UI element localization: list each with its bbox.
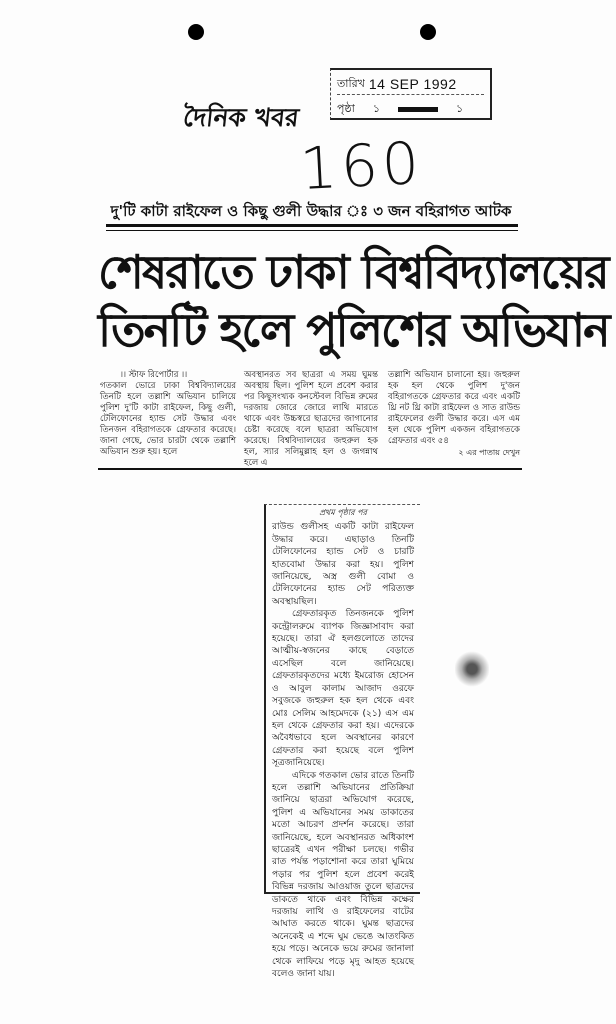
column-text: গতকাল ভোরে ঢাকা বিশ্ববিদ্যালয়ের তিনটি হলে তল্লাশি অভিযান চালিয়ে পুলিশ দু'টি কাটা রাইফেল, কিছু গুলী, টেলিফোনের হ্যান্ড সেট উদ্ধার এবং তিনজন বহিরাগতকে গ্রেফতার করেছে। জানা গেছে, ভোর চারটা থেকে তল্লাশি অভিযান শুরু হয়। হলে (100, 381, 236, 457)
article-column-3 (388, 370, 520, 458)
punch-hole (420, 24, 436, 40)
paragraph: রাউন্ড গুলীসহ একটি কাটা রাইফেল উদ্ধার করে। এছাড়াও তিনটি টেলিফোনের হ্যান্ড সেট ও চারটি হাতবোমা উদ্ধার করা হয়। পুলিশ জানিয়েছে, অস্ত্র গুলী বোমা ও টেলিফোনের হ্যান্ড সেট পরিত্যক্ত অবস্থায়ছিল। (272, 522, 414, 607)
punch-hole (188, 24, 204, 40)
subheadline: দু'টি কাটা রাইফেল ও কিছু গুলী উদ্ধার ঃ ৩ জন বহিরাগত আটক (110, 202, 512, 220)
column-value: ১ (455, 101, 464, 115)
column-text: তল্লাশি অভিযান চালানো হয়। জহুরুল হক হল থেকে পুলিশ দু'জন বহিরাগতকে গ্রেফতার করে এবং একটি থ্রি নট থ্রি কাটা রাইফেল ও সাত রাউন্ড রাইফেলের গুলী উদ্ধার করে। এস এম হল থেকে পুলিশ একজন বহিরাগতকে গ্রেফতার এবং ৫৪ (388, 370, 520, 446)
paragraph: গ্রেফতারকৃত তিনজনকে পুলিশ কন্ট্রোলরুমে ব্যাপক জিজ্ঞাসাবাদ করা হয়েছে। তারা ঐ হলগুলোতে তাদের আত্মীয়-স্বজনের কাছে বেড়াতে এসেছিল বলে জানিয়েছে। গ্রেফতারকৃতদের মধ্যে ইমরোজ হোসেন ও আবুল কালাম আজাদ ওরফে সবুজকে জহুরুল হক হল থেকে এবং মোঃ সেলিম আহমেদকে (২১) এস এম হল থেকে গ্রেফতার করা হয়। এদেরকে অবৈধভাবে হলে অবস্থানের কারণে গ্রেফতার করা হয়েছে বলে পুলিশ সূত্রজানিয়েছে। (272, 609, 414, 769)
ink-blot (398, 107, 438, 112)
clipping-bottom-edge (98, 468, 522, 470)
handwritten-number: 160 (298, 128, 425, 204)
page-value: ১ (372, 101, 380, 115)
continuation-clipping (264, 504, 420, 980)
byline: ।। স্টাফ রিপোর্টার ।। (120, 370, 188, 380)
scan-speck (455, 650, 489, 688)
front-page-clipping (98, 196, 609, 474)
article-column-1 (100, 370, 236, 458)
paragraph: এদিকে গতকাল ভোর রাতে তিনটি হলে তল্লাশি অভিযানের প্রতিক্রিয়া জানিয়ে ছাত্ররা অভিযোগ করেছে, পুলিশ এ অভিযানের সময় ডাকাতের মতো আচরণ প্রদর্শন করেছে। তারা জানিয়েছে, হলে অবস্থানরত অধিকাংশ ছাত্রেরই এখন পরীক্ষা চলছে। গভীর রাত পর্যন্ত পড়াশোনা করে তারা ঘুমিয়ে পড়ার পর পুলিশ হলে প্রবেশ করেই বিভিন্ন দরজায় আওয়াজ তুলে ছাত্রদের ডাকতে থাকে এবং বিভিন্ন কক্ষের দরজায় লাথি ও রাইফেলের বাটের আঘাত করতে থাকে। ঘুমন্ত ছাত্রদের অনেকেই এ শব্দে ঘুম ভেঙে আতংকিত হয়ে পড়ে। অনেকে ভয়ে রুমের জানালা থেকে লাফিয়ে পড়ে মৃদু আহত হয়েছে বলেও জানা যায়। (272, 770, 414, 980)
article-column-2: অবস্থানরত সব ছাত্ররা এ সময় ঘুমন্ত অবস্থায় ছিল। পুলিশ হলে প্রবেশ করার পর কিছুসংখ্যক কনস্টেবল বিভিন্ন রুমের দরজায় জোরে জোরে লাথি মারতে থাকে এবং উচ্চস্বরে ছাত্রদের জাগানোর চেষ্টা করেছে বলে ছাত্ররা অভিযোগ করেছে। বিশ্ববিদ্যালয়ের জহুরুল হক হল, স্যার সলিমুল্লাহ হল ও জগন্নাথ হলে এ (244, 370, 378, 468)
newspaper-masthead: দৈনিক খবর (181, 103, 301, 132)
divider (106, 224, 518, 227)
date-stamp (330, 68, 492, 120)
divider (106, 230, 518, 231)
date-label: তারিখ (337, 76, 365, 90)
stamp-date: 14 SEP 1992 (368, 76, 457, 92)
page-label: পৃষ্ঠা (337, 101, 355, 115)
continued-on-page: ২ এর পাতায় দেখুন (458, 448, 520, 457)
headline-line-1: শেষরাতে ঢাকা বিশ্ববিদ্যালয়ের (98, 245, 608, 299)
headline-line-2: তিনটি হলে পুলিশের অভিযান (98, 303, 609, 357)
continuation-title: প্রথম পৃষ্ঠার পর (319, 508, 367, 517)
